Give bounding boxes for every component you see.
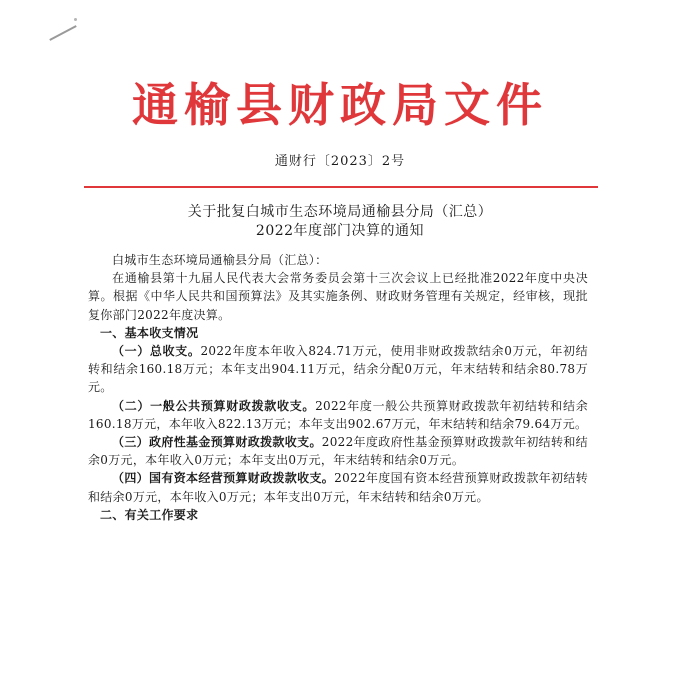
item-4-title: （四）国有资本经营预算财政拨款收支。 [112, 471, 335, 486]
item-1-paragraph [88, 342, 588, 397]
item-3-title: （三）政府性基金预算财政拨款收支。 [112, 435, 322, 450]
document-number: 通财行〔2023〕2号 [274, 154, 406, 169]
item-3-text: 2022年度政府性基金预算财政拨款年初结转和结余0万元，本年收入0万元；本年支出0万元，年末结转和结余0万元。 [88, 435, 588, 468]
subject-line-2: 2022年度部门决算的通知 [255, 223, 425, 239]
document-header-title: 通榆县财政局文件 [132, 78, 548, 132]
item-4-text: 2022年度国有资本经营预算财政拨款年初结转和结余0万元，本年收入0万元；本年支出0万元，年末结转和结余0万元。 [88, 471, 589, 504]
item-3-paragraph [88, 433, 588, 469]
intro-paragraph: 在通榆县第十九届人民代表大会常务委员会第十三次会议上已经批准2022年度中央决算。根据《中华人民共和国预算法》及其实施条例、财政财务管理有关规定，经审核，现批复你部门2022年度决算。 [88, 271, 588, 322]
section-1-heading: 一、基本收支情况 [100, 325, 199, 340]
item-2-text: 2022年度一般公共预算财政拨款年初结转和结余160.18万元，本年收入822.13万元；本年支出902.67万元，年末结转和结余79.64万元。 [88, 398, 588, 431]
item-1-text: 2022年度本年收入824.71万元，使用非财政拨款结余0万元，年初结转和结余160.18万元；本年支出904.11万元，结余分配0万元，年末结转和结余80.78万元。 [88, 344, 588, 395]
document-body [88, 251, 588, 524]
item-2-paragraph [88, 397, 588, 433]
subject-line-1: 关于批复白城市生态环境局通榆县分局（汇总） [187, 204, 493, 220]
section-2-heading: 二、有关工作要求 [100, 507, 199, 522]
item-2-title: （二）一般公共预算财政拨款收支。 [112, 398, 316, 413]
document-subject [80, 203, 600, 241]
addressee: 白城市生态环境局通榆县分局（汇总）： [112, 253, 328, 267]
staple-mark [49, 25, 76, 41]
item-4-paragraph [88, 469, 588, 505]
item-1-title: （一）总收支。 [112, 344, 201, 359]
header-divider-line [84, 186, 598, 188]
staple-dot [74, 18, 77, 21]
